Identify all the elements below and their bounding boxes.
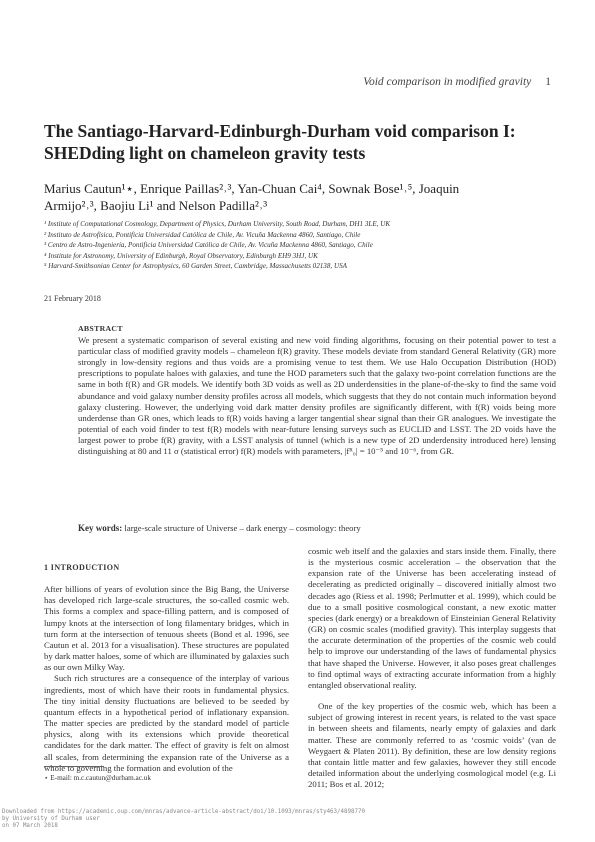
title-line-1: The Santiago-Harvard-Edinburgh-Durham void comparison I: bbox=[44, 121, 516, 141]
affiliations bbox=[44, 219, 564, 272]
abstract-text: We present a systematic comparison of several existing and new void finding algorithms, focusing on their potential power to test a particular class of modified gravity models – chameleon f(R) gravity. These models deviate from standard General Relativity (GR) more strongly in low-density regions and thus voids are a promising venue to test them. We use Halo Occupation Distribution (HOD) prescriptions to populate haloes with galaxies, and tune the HOD parameters such that the galaxy two-point correlation functions are the same in both f(R) and GR models. We identify both 3D voids as well as 2D underdensities in the plane-of-the-sky to find the same void abundance and void galaxy number density profiles across all models, which suggests that they do not contain much information beyond galaxy clustering. However, the underlying void dark matter density profiles are significantly different, with f(R) voids being more underdense than GR ones, which leads to f(R) voids having a larger tangential shear signal than their GR analogues. We investigate the potential of each void finder to test f(R) models with near-future lensing surveys such as EUCLID and LSST. The 2D voids have the largest power to probe f(R) gravity, with a LSST analysis of tunnel (which is a new type of 2D underdensity introduced here) lensing distinguishing at 80 and 11 σ (statistical error) f(R) models with parameters, |fᴿ₀| = 10⁻⁵ and 10⁻⁶, from GR. bbox=[78, 335, 556, 457]
footnote-rule bbox=[44, 766, 104, 767]
left-column bbox=[44, 562, 289, 774]
intro-paragraph-1: After billions of years of evolution since the Big Bang, the Universe has developed rich large-scale structures, the so-called cosmic web. This forms a complex and space-filling pattern, and is composed of lumpy knots at the intersection of long filamentary bridges, which in turn form at the intersection of tenuous sheets (Bond et al. 1996, see Cautun et al. 2013 for a visualisation). These structures are populated by dark matter haloes, some of which are illuminated by galaxies such as our own Milky Way. bbox=[44, 584, 289, 673]
abstract-block bbox=[78, 323, 556, 457]
running-head bbox=[363, 76, 551, 88]
affiliation-5: ⁵ Harvard-Smithsonian Center for Astrophysics, 60 Garden Street, Cambridge, Massachusetts 02138, USA bbox=[44, 262, 347, 271]
author-list bbox=[44, 180, 554, 214]
keywords-label: Key words: bbox=[78, 523, 123, 533]
affiliation-4: ⁴ Institute for Astronomy, University of Edinburgh, Royal Observatory, Edinburgh EH9 3HJ, UK bbox=[44, 251, 318, 260]
running-head-title: Void comparison in modified gravity bbox=[363, 76, 532, 88]
intro-paragraph-3: cosmic web itself and the galaxies and stars inside them. Finally, there is the mysterious cosmic acceleration – the observation that the expansion rate of the Universe has been accelerating instead of decelerating as predicted originally – discovered initially almost two decades ago (Riess et al. 1998; Perlmutter et al. 1999), which could be due to a small positive cosmological constant, a new exotic matter species (dark energy) or a breakdown of Einsteinian General Relativity (GR) on cosmic scales (modified gravity). This interplay suggests that the accurate determination of the properties of the cosmic web could help to improve our understanding of the laws of fundamental physics that have shaped the Universe. However, it also poses great challenges to find optimal ways of extracting accurate information from a highly entangled observational reality. bbox=[308, 546, 556, 690]
abstract-heading: ABSTRACT bbox=[78, 324, 123, 333]
submission-date: 21 February 2018 bbox=[44, 294, 101, 303]
affiliation-2: ² Instituto de Astrofísica, Pontificia Universidad Católica de Chile, Av. Vicuña Mackenna 4860, Santiago, Chile bbox=[44, 230, 361, 239]
intro-paragraph-2: Such rich structures are a consequence of the interplay of various ingredients, most of which have their roots in fundamental physics. The tiny initial density fluctuations are believed to be seeded by quantum effects in a hypothetical period of inflationary expansion. The matter species are predicted by the standard model of particle physics, along with its extensions which provide theoretical candidates for the dark matter. The effect of gravity is felt on almost all scales, from determining the expansion rate of the Universe as a whole to governing the formation and evolution of the bbox=[44, 673, 289, 773]
right-column bbox=[308, 546, 556, 790]
keywords-text: large-scale structure of Universe – dark energy – cosmology: theory bbox=[124, 523, 361, 533]
keywords bbox=[78, 523, 556, 533]
page-number: 1 bbox=[545, 76, 551, 88]
paper-title bbox=[44, 120, 554, 164]
intro-paragraph-4: One of the key properties of the cosmic web, which has been a subject of growing interest in recent years, is related to the vast space in between sheets and filaments, nearly empty of galaxies and dark matter. These are commonly referred to as ‘cosmic voids’ (van de Weygaert & Platen 2011). By definition, these are low density regions that contain little matter and few galaxies, however they still encode detailed information about the underlying cosmological model (e.g. Li 2011; Bos et al. 2012; bbox=[308, 701, 556, 790]
download-notice: Downloaded from https://academic.oup.com/mnras/advance-article-abstract/doi/10.1093/mnras/sty463/4898770 by University of Durham user on 07 March 2018 bbox=[2, 809, 365, 829]
authors-line-2: Armijo²˒³, Baojiu Li¹ and Nelson Padilla²˒³ bbox=[44, 198, 268, 213]
title-line-2: SHEDding light on chameleon gravity tests bbox=[44, 143, 366, 163]
affiliation-1: ¹ Institute of Computational Cosmology, Department of Physics, Durham University, South Road, Durham, DH1 3LE, UK bbox=[44, 220, 391, 228]
section-heading: 1 INTRODUCTION bbox=[44, 563, 120, 572]
footnote-email: ⋆ E-mail: m.c.cautun@durham.ac.uk bbox=[44, 774, 151, 782]
affiliation-3: ³ Centro de Astro-Ingeniería, Pontificia Universidad Católica de Chile, Av. Vicuña Mackenna 4860, Santiago, Chile bbox=[44, 241, 373, 250]
authors-line-1: Marius Cautun¹⋆, Enrique Paillas²˒³, Yan-Chuan Cai⁴, Sownak Bose¹˒⁵, Joaquin bbox=[44, 181, 460, 196]
